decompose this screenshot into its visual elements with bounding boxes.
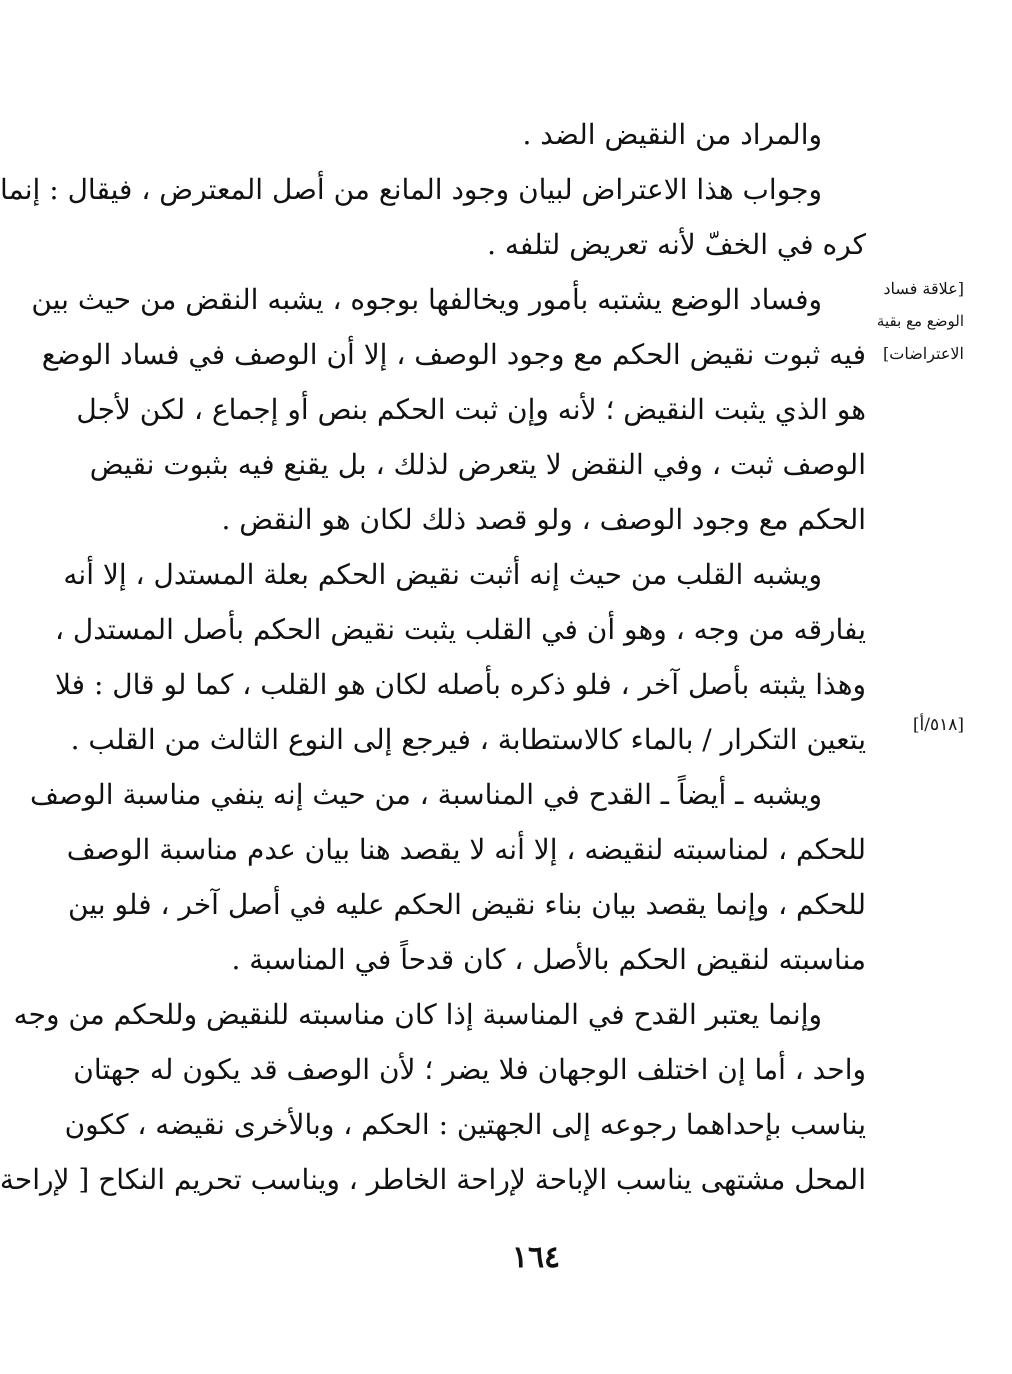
margin-note-topic: الاعتراضات] [883, 344, 964, 363]
text-line: وهذا يثبته بأصل آخر ، فلو ذكره بأصله لكان هو القلب ، كما لو قال : فلا [54, 668, 866, 701]
text-line: يفارقه من وجه ، وهو أن في القلب يثبت نقيض الحكم بأصل المستدل ، [54, 613, 866, 646]
text-line: الحكم مع وجود الوصف ، ولو قصد ذلك لكان هو النقض . [221, 503, 866, 536]
text-line: وفساد الوضع يشتبه بأمور ويخالفها بوجوه ، يشبه النقض من حيث بين [31, 283, 822, 316]
text-line: فيه ثبوت نقيض الحكم مع وجود الوصف ، إلا أن الوصف في فساد الوضع [41, 338, 866, 371]
text-line: يتعين التكرار / بالماء كالاستطابة ، فيرجع إلى النوع الثالث من القلب . [70, 723, 866, 756]
text-line: يناسب بإحداهما رجوعه إلى الجهتين : الحكم ، وبالأخرى نقيضه ، ككون [64, 1108, 866, 1141]
folio-marker: [٥١٨/أ] [912, 715, 964, 735]
text-line: ويشبه ـ أيضاً ـ القدح في المناسبة ، من حيث إنه ينفي مناسبة الوصف [30, 778, 822, 811]
text-line: ويشبه القلب من حيث إنه أثبت نقيض الحكم بعلة المستدل ، إلا أنه [63, 558, 822, 591]
text-line: هو الذي يثبت النقيض ؛ لأنه وإن ثبت الحكم بنص أو إجماع ، لكن لأجل [76, 393, 866, 426]
margin-note-topic: [علاقة فساد [883, 279, 964, 298]
text-line: وجواب هذا الاعتراض لبيان وجود المانع من أصل المعترض ، فيقال : إنما [0, 173, 822, 206]
text-line: والمراد من النقيض الضد . [522, 118, 822, 151]
text-line: المحل مشتهى يناسب الإباحة لإراحة الخاطر ، ويناسب تحريم النكاح [ لإراحة [0, 1163, 866, 1196]
text-line: للحكم ، لمناسبته لنقيضه ، إلا أنه لا يقصد هنا بيان عدم مناسبة الوصف [66, 833, 866, 866]
text-line: واحد ، أما إن اختلف الوجهان فلا يضر ؛ لأن الوصف قد يكون له جهتان [73, 1053, 866, 1086]
page-number: ١٦٤ [511, 1240, 561, 1275]
text-line: مناسبته لنقيض الحكم بالأصل ، كان قدحاً في المناسبة . [231, 943, 866, 976]
text-line: الوصف ثبت ، وفي النقض لا يتعرض لذلك ، بل يقنع فيه بثبوت نقيض [89, 448, 866, 481]
text-line: كره في الخفّ لأنه تعريض لتلفه . [487, 228, 866, 261]
text-line: وإنما يعتبر القدح في المناسبة إذا كان مناسبته للنقيض وللحكم من وجه [13, 998, 822, 1031]
text-line: للحكم ، وإنما يقصد بيان بناء نقيض الحكم عليه في أصل آخر ، فلو بين [68, 888, 866, 921]
margin-note-topic: الوضع مع بقية [876, 312, 964, 330]
